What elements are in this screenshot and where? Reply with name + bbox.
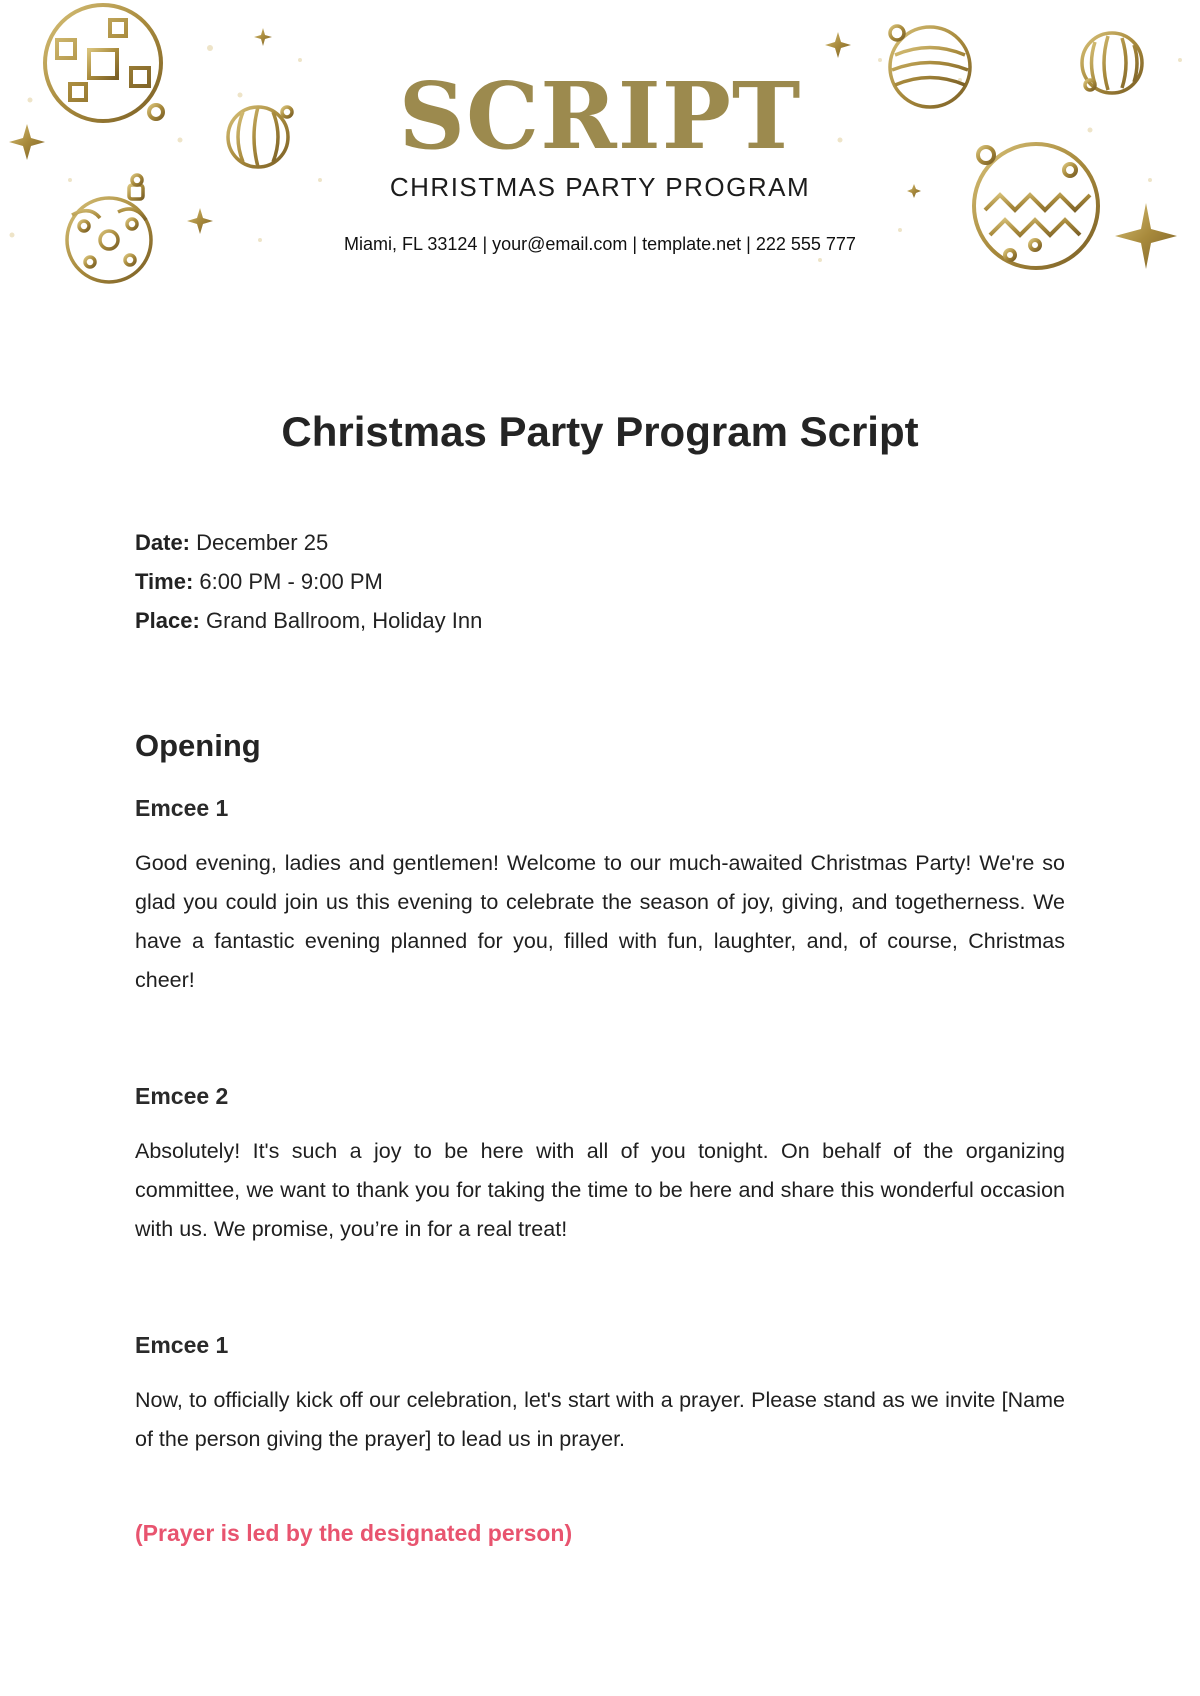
script-line (135, 1083, 1065, 1249)
detail-label: Time: (135, 569, 194, 594)
detail-value: December 25 (196, 530, 329, 555)
detail-value: Grand Ballroom, Holiday Inn (205, 608, 483, 633)
speaker-text: Absolutely! It's such a joy to be here with all of you tonight. On behalf of the organizing committee, we want to thank you for taking the time to be here and share this wonderful occasion with us. We promise, you’re in for a real treat! (135, 1139, 1065, 1241)
detail-time (135, 562, 482, 601)
detail-label: Place: (135, 608, 200, 633)
detail-value: 6:00 PM - 9:00 PM (199, 569, 383, 594)
section-heading: Opening (135, 728, 261, 763)
speaker-name: Emcee 2 (135, 1083, 229, 1109)
detail-place (135, 601, 482, 640)
speaker-name: Emcee 1 (135, 795, 229, 821)
speaker-text: Good evening, ladies and gentlemen! Welcome to our much-awaited Christmas Party! We're so glad you could join us this evening to celebrate the season of joy, giving, and togetherness. We have a fantastic evening planned for you, filled with fun, laughter, and, of course, Christmas cheer! (135, 851, 1065, 992)
header-subtitle: CHRISTMAS PARTY PROGRAM (389, 172, 811, 202)
event-details (135, 523, 482, 640)
page-title: Christmas Party Program Script (281, 408, 919, 455)
speaker-name: Emcee 1 (135, 1332, 229, 1358)
stage-direction: (Prayer is led by the designated person) (135, 1520, 573, 1546)
detail-date (135, 523, 482, 562)
script-line (135, 795, 1065, 1000)
brand-logo-text: SCRIPT (398, 62, 802, 170)
script-line (135, 1332, 1065, 1459)
speaker-text: Now, to officially kick off our celebration, let's start with a prayer. Please stand as we invite [Name of the person giving the prayer] to lead us in prayer. (135, 1388, 1065, 1451)
detail-label: Date: (135, 530, 191, 555)
contact-info: Miami, FL 33124 | your@email.com | template.net | 222 555 777 (344, 234, 856, 254)
